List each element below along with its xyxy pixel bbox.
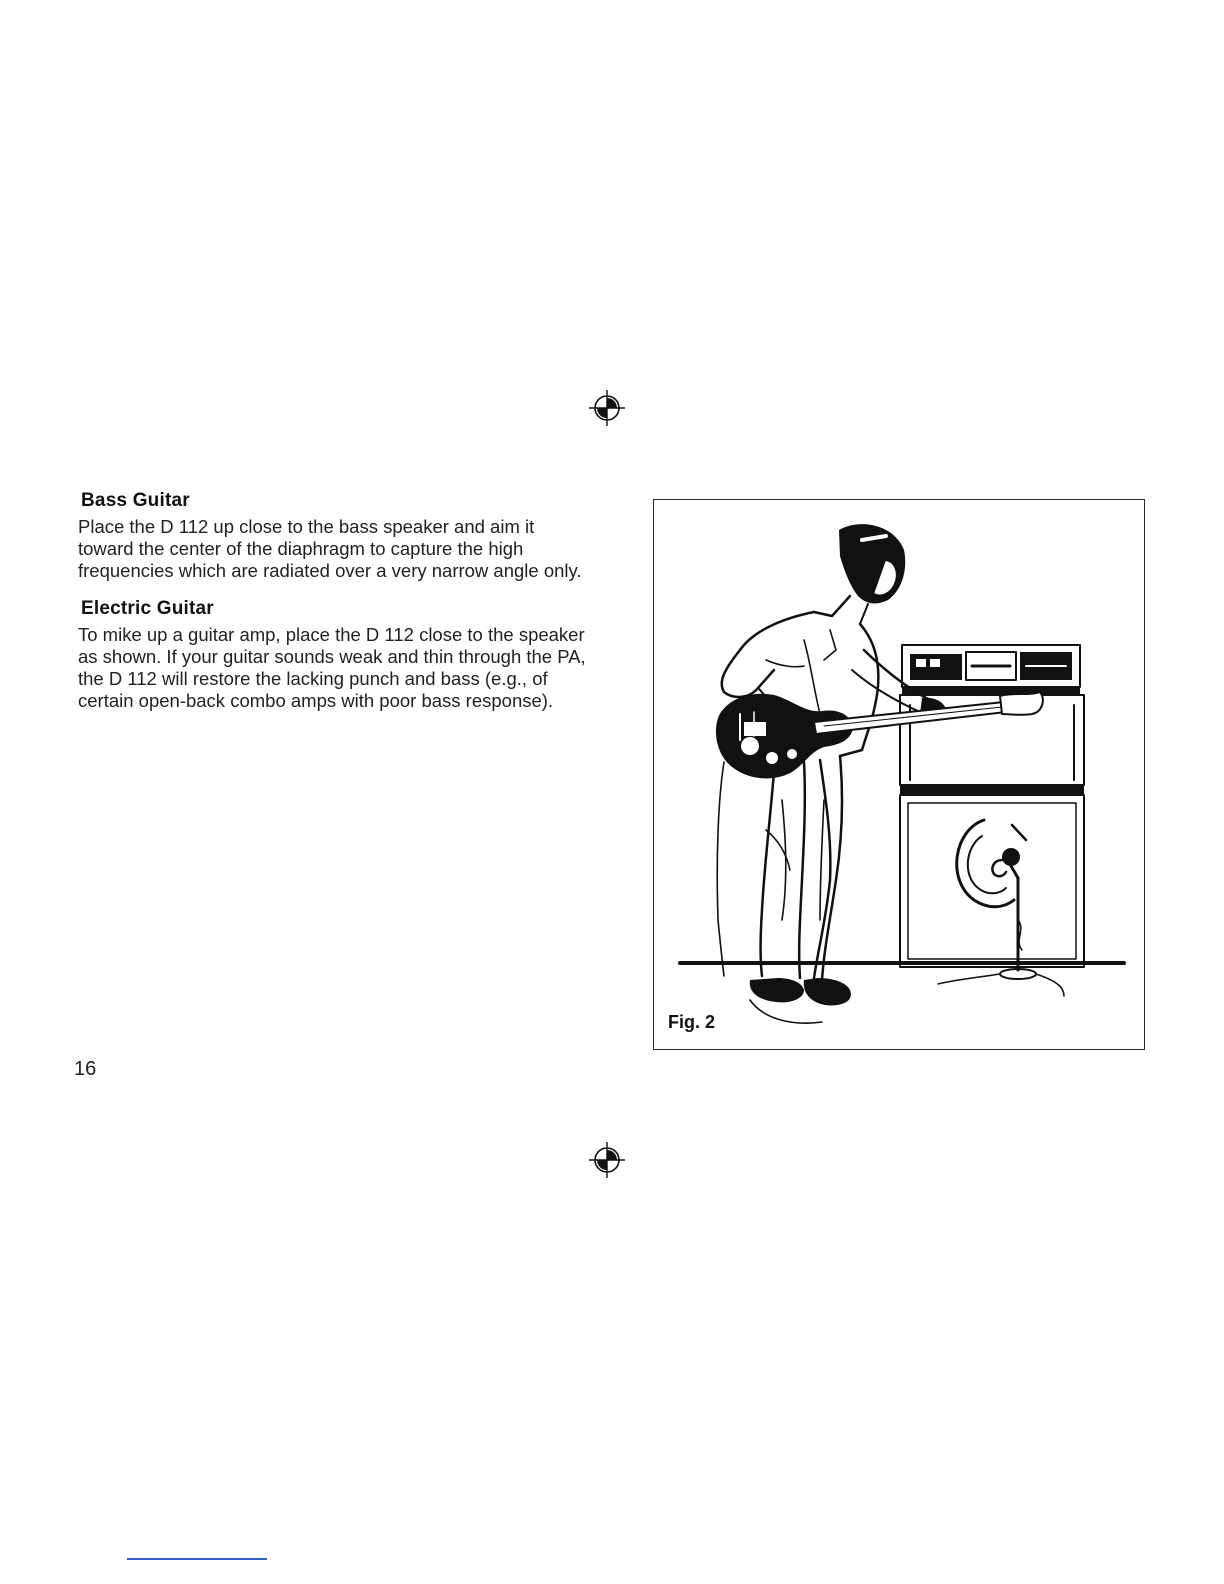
figure-illustration-frame (653, 499, 1145, 1050)
bottom-rule-line (127, 1558, 267, 1560)
registration-mark-top (588, 389, 626, 427)
registration-mark-bottom (588, 1141, 626, 1179)
heading-bass-guitar: Bass Guitar (81, 490, 190, 511)
guitarist-amp-illustration (654, 500, 1144, 1049)
heading-electric-guitar: Electric Guitar (81, 598, 214, 619)
figure-caption: Fig. 2 (668, 1012, 716, 1032)
text-column (78, 490, 588, 728)
page-number: 16 (74, 1058, 97, 1080)
paragraph-electric-guitar: To mike up a guitar amp, place the D 112 close to the speaker as shown. If your guitar sounds weak and thin through the PA, the D 112 will restore the lacking punch and bass (e.g., of certain open-back combo amps with poor bass response). (78, 624, 586, 711)
paragraph-bass-guitar: Place the D 112 up close to the bass speaker and aim it toward the center of the diaphragm to capture the high frequencies which are radiated over a very narrow angle only. (78, 516, 582, 581)
